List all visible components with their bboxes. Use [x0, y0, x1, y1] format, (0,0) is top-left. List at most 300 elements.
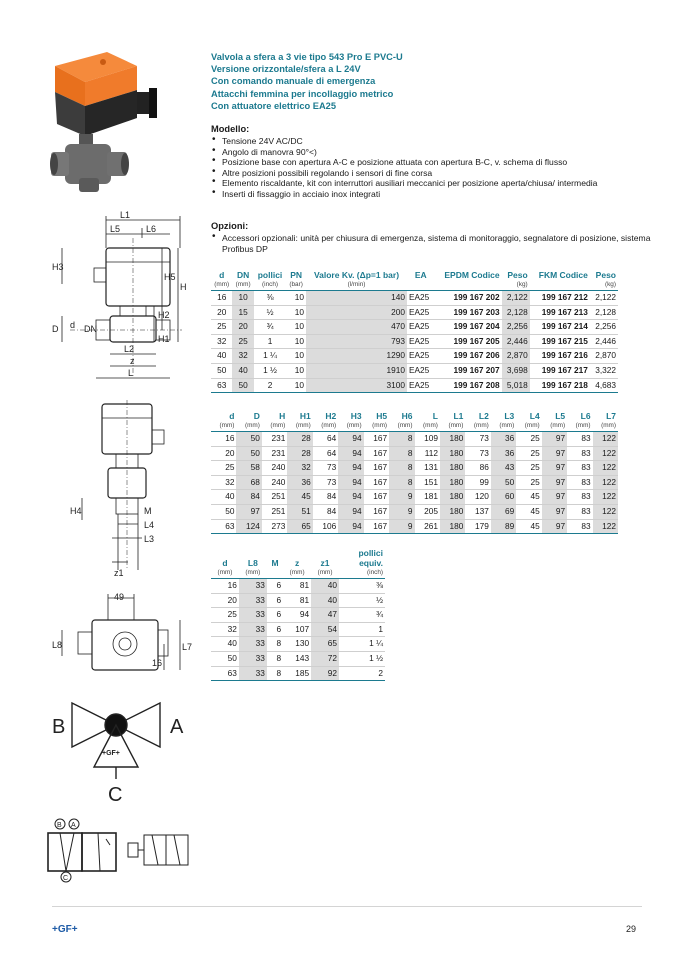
table-cell: 65 [311, 637, 339, 652]
table-cell: 45 [287, 490, 312, 505]
dim-label: H4 [70, 506, 82, 516]
table-cell: 8 [389, 432, 414, 447]
table-cell: 143 [283, 651, 311, 666]
table-cell: 470 [306, 320, 407, 335]
table-cell: 94 [338, 432, 363, 447]
table-cell: 97 [542, 475, 567, 490]
table-cell: 8 [267, 666, 283, 681]
dim-label: H5 [164, 272, 176, 282]
table-cell: ¾ [339, 608, 385, 623]
table-cell: 10 [232, 291, 253, 306]
table-cell: 16 [211, 579, 239, 594]
table-cell: 1 [339, 622, 385, 637]
table-row [211, 651, 385, 666]
table-cell: 16 [211, 291, 232, 306]
opzioni-list [211, 233, 651, 254]
table-cell: ½ [254, 305, 286, 320]
table-cell: 10 [286, 378, 306, 393]
table-row [211, 666, 385, 681]
table-cell: 122 [593, 446, 618, 461]
table-cell: 8 [267, 651, 283, 666]
col-unit: (mm) [244, 422, 260, 429]
table-cell: 107 [283, 622, 311, 637]
table-cell: 40 [211, 349, 232, 364]
table-row [211, 305, 618, 320]
gf-mark: +GF+ [102, 750, 120, 757]
table-cell: 33 [239, 593, 267, 608]
table-cell: 2,256 [590, 320, 618, 335]
table-row [211, 519, 618, 534]
table-cell: 180 [440, 446, 465, 461]
table-cell: 83 [567, 461, 592, 476]
col-header: EA [414, 270, 427, 280]
col-header: z1 [320, 558, 330, 568]
table-cell: 9 [389, 504, 414, 519]
table-row [211, 608, 385, 623]
table-dimensions [211, 411, 618, 534]
technical-drawing-front [68, 400, 178, 580]
table-cell: 199 167 216 [530, 349, 590, 364]
table-cell: 205 [415, 504, 440, 519]
dim-label: L2 [124, 344, 135, 354]
table-row [211, 490, 618, 505]
dim-label: L3 [144, 534, 155, 544]
table-cell: 1 ½ [339, 651, 385, 666]
col-unit: (mm) [550, 422, 566, 429]
col-header: M [271, 558, 279, 568]
table-row [211, 320, 618, 335]
table-cell: 1 [254, 334, 286, 349]
table-cell: 199 167 202 [435, 291, 502, 306]
table-cell: 89 [491, 519, 516, 534]
table-cell: 130 [283, 637, 311, 652]
dim-label: d [70, 320, 76, 330]
port-label-b: B [52, 716, 66, 738]
table-cell: 47 [311, 608, 339, 623]
list-item: • Accessori opzionali: unità per chiusura di emergenza, sistema di monitoraggio, segnalatore di posizione, sistema Profibus DP [211, 233, 651, 254]
table-cell: 60 [491, 490, 516, 505]
table-cell: 50 [211, 363, 232, 378]
table-cell: 180 [440, 432, 465, 447]
table-cell: 8 [389, 461, 414, 476]
gf-logo: +GF+ [52, 924, 78, 935]
table-cell: 1 ½ [254, 363, 286, 378]
table-cell: 4,683 [590, 378, 618, 393]
dim-label: H3 [52, 262, 64, 272]
col-unit: (kg) [604, 281, 616, 288]
title-line: Con comando manuale di emergenza [211, 76, 376, 87]
col-unit: (mm) [499, 422, 515, 429]
table-cell: 33 [239, 637, 267, 652]
table-cell: 251 [262, 490, 287, 505]
table-cell: 10 [286, 291, 306, 306]
table-cell: 25 [516, 475, 541, 490]
table-cell: 199 167 215 [530, 334, 590, 349]
col-header: L1 [453, 411, 464, 421]
table-cell: 167 [364, 461, 389, 476]
table-cell: 1290 [306, 349, 407, 364]
col-unit: (mm) [295, 422, 311, 429]
table-cell: 33 [239, 622, 267, 637]
table-row [211, 446, 618, 461]
table-cell: 199 167 206 [435, 349, 502, 364]
table-cell: 6 [267, 579, 283, 594]
table-cell: 81 [283, 593, 311, 608]
table-cell: 10 [286, 363, 306, 378]
table-cell: 94 [338, 519, 363, 534]
col-unit: (mm) [397, 422, 413, 429]
table-cell: 137 [465, 504, 490, 519]
table-row [211, 334, 618, 349]
table-cell: 131 [415, 461, 440, 476]
table-cell: ⅜ [254, 291, 286, 306]
table-cell: 199 167 214 [530, 320, 590, 335]
table-cell: 3,698 [502, 363, 530, 378]
dim-label: H1 [158, 334, 170, 344]
flow-scheme [50, 695, 190, 805]
table-cell: 1 ¼ [339, 637, 385, 652]
table-cell: EA25 [407, 378, 435, 393]
table-cell: 10 [286, 349, 306, 364]
table-cell: 2,122 [502, 291, 530, 306]
table-cell: 10 [286, 320, 306, 335]
dim-label: L4 [144, 520, 155, 530]
table-cell: 97 [542, 504, 567, 519]
table-cell: 97 [542, 490, 567, 505]
table-cell: 106 [313, 519, 338, 534]
table-cell: 50 [236, 432, 261, 447]
table-cell: 185 [283, 666, 311, 681]
table-cell: 3100 [306, 378, 407, 393]
col-header: Valore Kv. (Δp=1 bar) [313, 270, 400, 280]
table-cell: EA25 [407, 349, 435, 364]
col-header: z [295, 558, 300, 568]
col-header: EPDM Codice [444, 270, 500, 280]
table-cell: 97 [542, 446, 567, 461]
col-unit: (mm) [245, 569, 261, 576]
table-cell: 6 [267, 622, 283, 637]
table-cell: 2 [339, 666, 385, 681]
table-cell: 28 [287, 432, 312, 447]
col-header: H1 [299, 411, 311, 421]
table-cell: 94 [338, 504, 363, 519]
col-header: Peso [507, 270, 528, 280]
table-cell: 199 167 218 [530, 378, 590, 393]
table-cell: 54 [311, 622, 339, 637]
col-header: Peso [595, 270, 616, 280]
title-line: Attacchi femmina per incollaggio metrico [211, 88, 394, 99]
table-cell: 2,256 [502, 320, 530, 335]
table-cell: 45 [516, 490, 541, 505]
col-unit: (kg) [516, 281, 528, 288]
table-cell: 231 [262, 446, 287, 461]
col-unit: (mm) [214, 281, 230, 288]
table-cell: 793 [306, 334, 407, 349]
list-item: • Posizione base con apertura A-C e posizione attuata con apertura B-C, v. schema di flusso [211, 157, 651, 168]
table-cell: 94 [338, 475, 363, 490]
table-cell: 140 [306, 291, 407, 306]
dim-label: M [144, 506, 152, 516]
col-unit: (mm) [289, 569, 305, 576]
table-cell: 15 [232, 305, 253, 320]
footer-divider [52, 906, 642, 907]
table-cell: 86 [465, 461, 490, 476]
list-item: • Tensione 24V AC/DC [211, 136, 651, 147]
technical-drawing-bottom [52, 590, 192, 685]
table-row [211, 593, 385, 608]
port-label-a: A [71, 822, 76, 829]
table-cell: 32 [287, 461, 312, 476]
table-cell: 9 [389, 490, 414, 505]
table-cell: 25 [232, 334, 253, 349]
col-unit: (mm) [270, 422, 286, 429]
table-cell: 36 [491, 432, 516, 447]
table-cell: 36 [491, 446, 516, 461]
table-cell: EA25 [407, 305, 435, 320]
table-cell: ½ [339, 593, 385, 608]
table-cell: 92 [311, 666, 339, 681]
table-row [211, 291, 618, 306]
table-cell: 32 [211, 334, 232, 349]
table-cell: EA25 [407, 291, 435, 306]
table-cell: 83 [567, 446, 592, 461]
table-cell: 240 [262, 461, 287, 476]
table-cell: 83 [567, 490, 592, 505]
col-unit: (inch) [367, 569, 383, 576]
col-header: D [253, 411, 260, 421]
table-cell: 40 [311, 593, 339, 608]
table-cell: 50 [236, 446, 261, 461]
col-header: DN [236, 270, 250, 280]
table-cell: 20 [211, 305, 232, 320]
table-cell: 50 [211, 504, 236, 519]
table-cell: 179 [465, 519, 490, 534]
table-row [211, 475, 618, 490]
col-header: PN [290, 270, 303, 280]
table-cell: 180 [440, 519, 465, 534]
table-cell: 36 [287, 475, 312, 490]
dim-label: L1 [120, 210, 131, 220]
table-cell: 167 [364, 446, 389, 461]
table-cell: 1910 [306, 363, 407, 378]
list-item: • Altre posizioni possibili regolando i sensori di fine corsa [211, 168, 651, 179]
table-cell: 199 167 205 [435, 334, 502, 349]
table-cell: 25 [516, 432, 541, 447]
dim-label: L7 [182, 642, 193, 652]
table-cell: 240 [262, 475, 287, 490]
table-cell: 84 [313, 490, 338, 505]
table-cell: 99 [465, 475, 490, 490]
col-header: L2 [478, 411, 489, 421]
col-header: L6 [580, 411, 591, 421]
table-row [211, 378, 618, 393]
table-cell: 40 [211, 637, 239, 652]
port-label-a: A [170, 716, 184, 738]
col-unit: (mm) [473, 422, 489, 429]
table-cell: 124 [236, 519, 261, 534]
table-cell: 199 167 204 [435, 320, 502, 335]
dim-label: L [128, 368, 134, 378]
col-header: H3 [350, 411, 362, 421]
table-cell: 32 [211, 475, 236, 490]
port-label-c: C [63, 875, 69, 882]
col-unit: (mm) [219, 422, 235, 429]
table-cell: 261 [415, 519, 440, 534]
table-cell: 8 [389, 446, 414, 461]
table-cell: 97 [542, 519, 567, 534]
table-cell: 122 [593, 519, 618, 534]
table-cell: 73 [465, 446, 490, 461]
table-cell: 25 [211, 461, 236, 476]
table-cell: 45 [516, 519, 541, 534]
product-photo [45, 48, 170, 198]
table-cell: 2,446 [502, 334, 530, 349]
table-cell: 73 [313, 475, 338, 490]
table-cell: 51 [287, 504, 312, 519]
title-line: Versione orizzontale/sfera a L 24V [211, 64, 361, 75]
table-cell: 20 [211, 446, 236, 461]
col-unit: (mm) [346, 422, 362, 429]
dim-label: DN [84, 324, 97, 334]
col-header: H5 [376, 411, 388, 421]
col-unit: (mm) [601, 422, 616, 429]
technical-drawing-side [50, 208, 190, 388]
port-label-c: C [108, 784, 123, 806]
table-cell: 2,446 [590, 334, 618, 349]
table-cell: 8 [389, 475, 414, 490]
table-cell: 120 [465, 490, 490, 505]
col-unit: (mm) [217, 569, 233, 576]
table-cell: 2,122 [590, 291, 618, 306]
table-cell: 199 167 203 [435, 305, 502, 320]
dim-label: 49 [114, 592, 125, 602]
col-unit: (mm) [448, 422, 464, 429]
table-row [211, 432, 618, 447]
table-cell: ⅜ [339, 579, 385, 594]
col-unit: (mm) [317, 569, 333, 576]
col-unit: (bar) [289, 281, 303, 288]
table-cell: 2,870 [502, 349, 530, 364]
table-cell: 16 [211, 432, 236, 447]
table-cell: 181 [415, 490, 440, 505]
table-cell: 25 [516, 461, 541, 476]
table-cell: 63 [211, 519, 236, 534]
table-cell: 180 [440, 490, 465, 505]
dim-label: D [52, 324, 59, 334]
table-cell: 28 [287, 446, 312, 461]
table-cell: 25 [516, 446, 541, 461]
table-cell: 122 [593, 475, 618, 490]
table-cell: 58 [236, 461, 261, 476]
table-cell: 50 [491, 475, 516, 490]
switching-symbol [44, 815, 194, 885]
table-cell: 50 [232, 378, 253, 393]
col-header: d [222, 558, 228, 568]
table-cell: 167 [364, 432, 389, 447]
table-cell: 81 [283, 579, 311, 594]
table-cell: 94 [338, 461, 363, 476]
table-cell: 64 [313, 432, 338, 447]
page-number: 29 [626, 924, 637, 934]
table-cell: 45 [516, 504, 541, 519]
dim-label: L5 [110, 224, 121, 234]
col-header: L5 [555, 411, 566, 421]
table-row [211, 579, 385, 594]
table-cell: EA25 [407, 363, 435, 378]
table-cell: 109 [415, 432, 440, 447]
table-cell: 6 [267, 593, 283, 608]
table-cell: EA25 [407, 334, 435, 349]
table-cell: 97 [236, 504, 261, 519]
table-cell: 199 167 208 [435, 378, 502, 393]
table-cell: 9 [389, 519, 414, 534]
table-cell: 199 167 213 [530, 305, 590, 320]
table-cell: ¾ [254, 320, 286, 335]
table-cell: EA25 [407, 320, 435, 335]
table-cell: 83 [567, 504, 592, 519]
table-cell: 94 [338, 490, 363, 505]
table-cell: 3,322 [590, 363, 618, 378]
table-cell: 2,870 [590, 349, 618, 364]
table-cell: 73 [465, 432, 490, 447]
list-item: • Angolo di manovra 90°<) [211, 147, 651, 158]
table-cell: 167 [364, 519, 389, 534]
table-cell: 122 [593, 432, 618, 447]
col-header: L [432, 411, 438, 421]
table-row [211, 637, 385, 652]
table-cell: 94 [338, 446, 363, 461]
col-header: H2 [325, 411, 337, 421]
table-cell: 97 [542, 432, 567, 447]
col-header: d [219, 270, 225, 280]
table-cell: 63 [211, 378, 232, 393]
col-unit: (mm) [575, 422, 591, 429]
table-cell: 167 [364, 490, 389, 505]
col-unit: (mm) [321, 422, 337, 429]
opzioni-heading: Opzioni: [211, 221, 249, 231]
table-cell: 84 [313, 504, 338, 519]
table-cell: 6 [267, 608, 283, 623]
col-header: FKM Codice [538, 270, 588, 280]
table-cell: 33 [239, 651, 267, 666]
col-unit: (mm) [524, 422, 540, 429]
table-cell: 43 [491, 461, 516, 476]
modello-list [211, 136, 651, 200]
table-cell: 122 [593, 504, 618, 519]
table-cell: 69 [491, 504, 516, 519]
table-dimensions-2 [211, 548, 385, 681]
table-cell: 122 [593, 461, 618, 476]
dim-label: L8 [52, 640, 63, 650]
table-cell: 180 [440, 461, 465, 476]
port-label-b: B [57, 822, 62, 829]
table-row [211, 622, 385, 637]
table-cell: 10 [286, 305, 306, 320]
dim-label: 16 [152, 658, 163, 668]
table-cell: 151 [415, 475, 440, 490]
table-cell: 83 [567, 519, 592, 534]
col-header: L7 [606, 411, 616, 421]
table-cell: 40 [232, 363, 253, 378]
table-cell: 68 [236, 475, 261, 490]
product-title [211, 51, 651, 112]
col-header: H6 [401, 411, 413, 421]
table-cell: 64 [313, 446, 338, 461]
col-unit: (l/min) [347, 281, 366, 288]
table-cell: 231 [262, 432, 287, 447]
table-cell: 5,018 [502, 378, 530, 393]
dim-label: L6 [146, 224, 157, 234]
